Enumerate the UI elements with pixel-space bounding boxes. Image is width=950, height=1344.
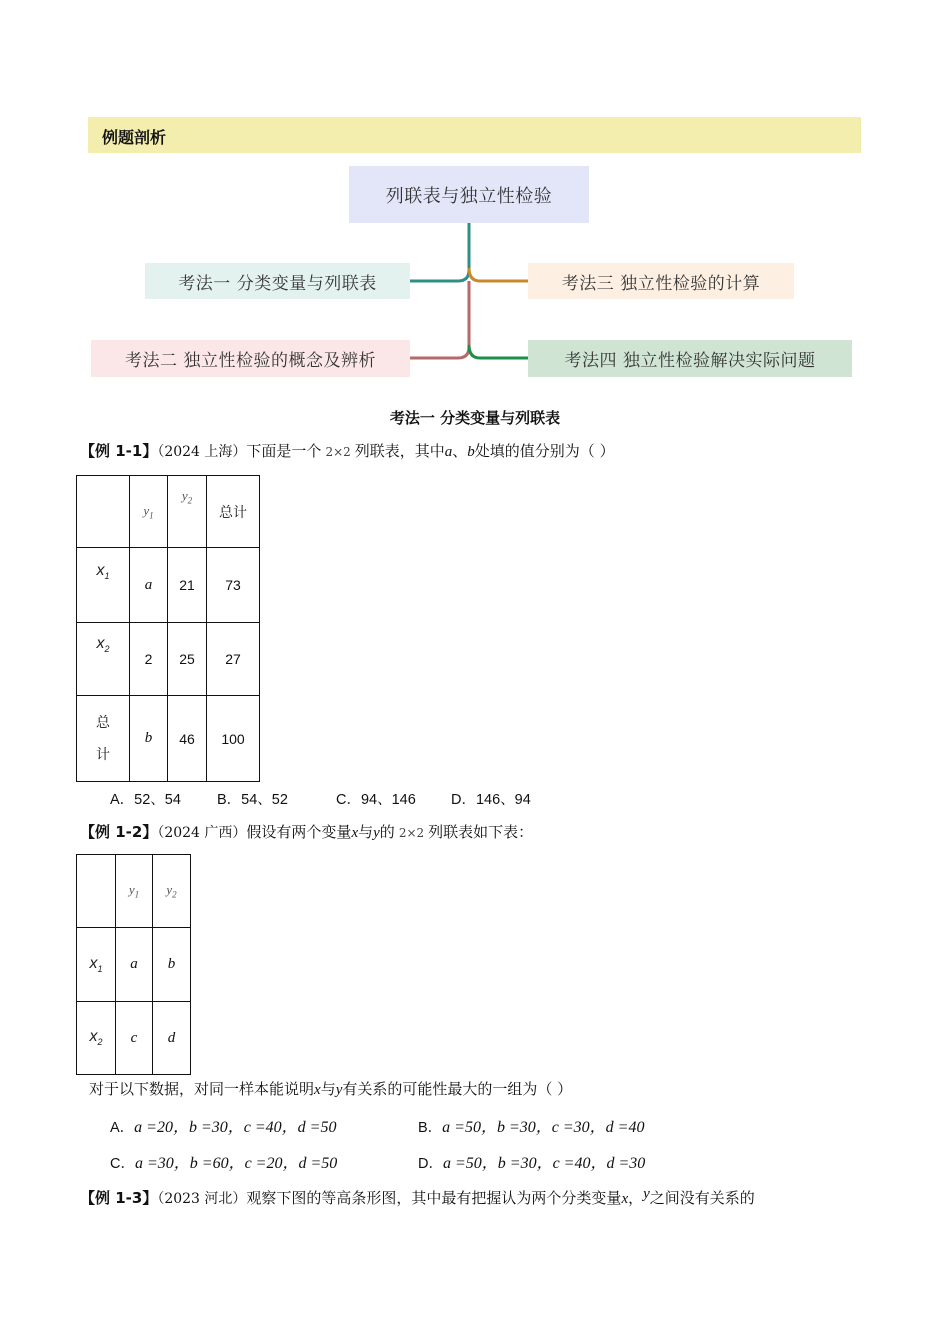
row-total: 总 计 bbox=[77, 696, 130, 782]
example-1-3-question: 【例 1-3】（2023 河北）观察下图的等高条形图，其中最有把握认为两个分类变量x，y之间没有关系的 bbox=[80, 1186, 755, 1207]
mindmap-root: 列联表与独立性检验 bbox=[349, 166, 589, 223]
cell: 100 bbox=[207, 696, 260, 782]
cell: 27 bbox=[207, 623, 260, 696]
cell: b bbox=[153, 928, 191, 1002]
cell: 73 bbox=[207, 548, 260, 623]
header-y2: $y_2$ bbox=[168, 476, 207, 548]
cell: 46 bbox=[168, 696, 207, 782]
mindmap-branch-2: 考法二 独立性检验的概念及辨析 bbox=[91, 340, 410, 377]
cell: a bbox=[116, 928, 153, 1002]
option-b[interactable]: B．54、52 bbox=[217, 792, 288, 808]
example-tag: 【例 1-2】 bbox=[80, 823, 158, 841]
example-1-2-prompt: 对于以下数据，对同一样本能说明x与y有关系的可能性最大的一组为（ ） bbox=[89, 1080, 573, 1098]
cell: d bbox=[153, 1002, 191, 1075]
option-a[interactable]: A．52、54 bbox=[110, 792, 181, 808]
mindmap-branch-4: 考法四 独立性检验解决实际问题 bbox=[528, 340, 852, 377]
option-c[interactable]: C．94、146 bbox=[336, 792, 416, 808]
cell: b bbox=[130, 696, 168, 782]
example-tag: 【例 1-1】 bbox=[80, 442, 158, 460]
mindmap-branch-3: 考法三 独立性检验的计算 bbox=[528, 263, 794, 299]
row-x1: $x_1$ bbox=[77, 548, 130, 623]
header-y2: $y_2$ bbox=[153, 855, 191, 928]
option-a[interactable]: A．a =20，b =30，c =40，d =50 bbox=[110, 1119, 337, 1136]
section-header-label: 例题剖析 bbox=[102, 128, 167, 147]
contingency-table-2 bbox=[76, 854, 191, 1075]
mindmap-branch-1: 考法一 分类变量与列联表 bbox=[145, 263, 410, 299]
example-1-1-question: 【例 1-1】（2024 上海）下面是一个 2×2 列联表，其中a、b处填的值分别为（ ） bbox=[80, 442, 615, 460]
example-1-2-question: 【例 1-2】（2024 广西）假设有两个变量x与y的 2×2 列联表如下表： bbox=[80, 823, 534, 841]
section-title: 考法一 分类变量与列联表 bbox=[389, 409, 561, 427]
cell: a bbox=[130, 548, 168, 623]
example-tag: 【例 1-3】 bbox=[80, 1189, 158, 1207]
row-x1: $x_1$ bbox=[77, 928, 116, 1002]
header-total: 总计 bbox=[207, 476, 260, 548]
option-d[interactable]: D．a =50，b =30，c =40，d =30 bbox=[418, 1155, 646, 1172]
header-y1: $y_1$ bbox=[130, 476, 168, 548]
row-x2: $x_2$ bbox=[77, 623, 130, 696]
option-c[interactable]: C．a =30，b =60，c =20，d =50 bbox=[110, 1155, 338, 1172]
header-y1: $y_1$ bbox=[116, 855, 153, 928]
row-x2: $x_2$ bbox=[77, 1002, 116, 1075]
cell: c bbox=[116, 1002, 153, 1075]
option-d[interactable]: D．146、94 bbox=[451, 792, 531, 808]
cell: 25 bbox=[168, 623, 207, 696]
cell: 2 bbox=[130, 623, 168, 696]
contingency-table-1 bbox=[76, 475, 260, 782]
option-b[interactable]: B．a =50，b =30，c =30，d =40 bbox=[418, 1119, 645, 1136]
cell: 21 bbox=[168, 548, 207, 623]
